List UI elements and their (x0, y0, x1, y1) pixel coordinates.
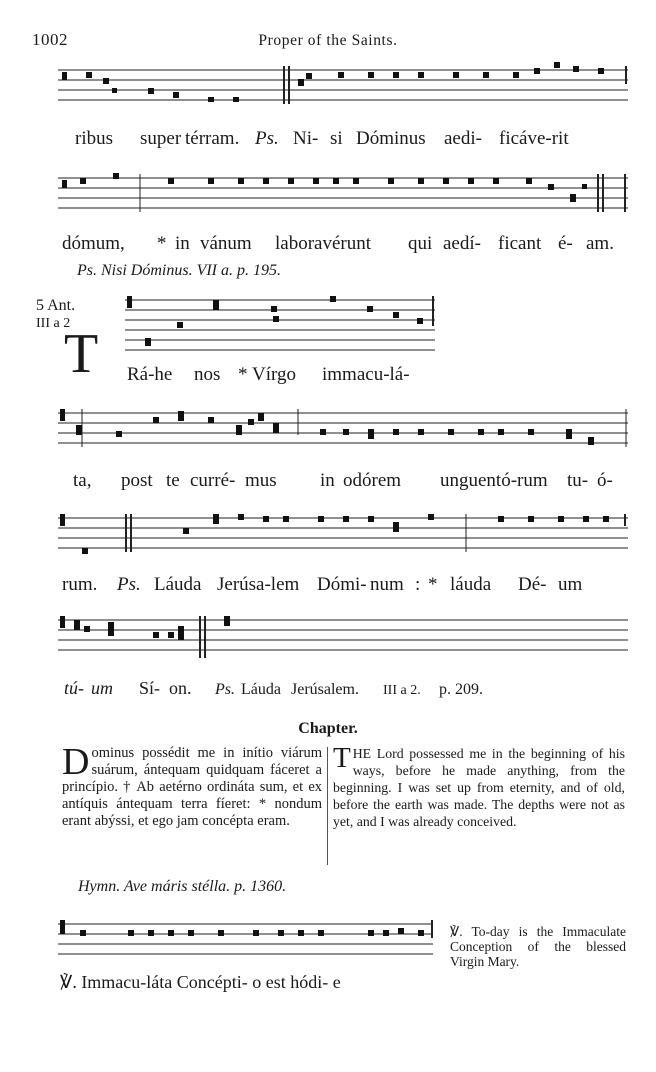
versicle-latin: ℣. Immacu-láta Concépti- o est hódi- e (60, 972, 341, 992)
drop-cap-latin: D (62, 741, 90, 783)
syllable: curré- (190, 470, 236, 491)
syllable: um (558, 574, 583, 595)
syllable: in (175, 233, 190, 254)
syllable: tú- (64, 678, 84, 698)
lyric-line-4 (73, 470, 613, 492)
syllable: tu- (567, 470, 589, 491)
syllable: nos (194, 364, 221, 385)
syllable: immacu-lá- (322, 364, 410, 385)
running-title: Proper of the Saints. (258, 32, 398, 49)
syllable: laboravérunt (275, 233, 372, 254)
syllable: Ps. (255, 128, 279, 149)
chapter-english (333, 742, 625, 830)
syllable: dómum, (62, 233, 125, 254)
page-number: 1002 (32, 30, 68, 49)
syllable: ficáve-rit (499, 128, 569, 149)
syllable: num (370, 574, 404, 595)
syllable: p. 209. (439, 681, 483, 698)
syllable: si (330, 128, 343, 149)
syllable: unguentó-rum (440, 470, 548, 491)
chant-staff-6 (58, 612, 628, 662)
chapter-english-text: HE Lord possessed me in the beginning of his ways, before he made anything, from the beginning. I was set up from eternity, and of old, before the earth was made. The depths were not as yet, and I was already conceived. (333, 746, 625, 829)
syllable: Láuda (154, 574, 202, 595)
syllable: * (238, 364, 248, 385)
column-divider (327, 747, 328, 865)
syllable: Ps. (215, 681, 235, 698)
syllable: odórem (343, 470, 402, 491)
syllable: mus (245, 470, 277, 491)
syllable: ó- (597, 470, 613, 491)
syllable: Dé- (518, 574, 547, 595)
syllable: Ps. (117, 574, 141, 595)
syllable: um (91, 678, 113, 698)
versicle-english: ℣. To-day is the Immaculate Conception of the blessed Virgin Mary. (450, 924, 626, 969)
syllable: * (428, 574, 438, 595)
lyric-line-1 (75, 128, 569, 150)
syllable: * (157, 233, 167, 254)
chant-staff-7 (58, 916, 438, 966)
lyric-line-3 (127, 364, 410, 386)
syllable: te (166, 470, 180, 491)
syllable: vánum (200, 233, 252, 254)
syllable: am. (586, 233, 614, 254)
chant-staff-5 (58, 510, 628, 560)
syllable: Dómi- (317, 574, 367, 595)
syllable: térram. (185, 128, 240, 149)
syllable: Dóminus (356, 128, 426, 149)
syllable: Láuda (241, 681, 281, 698)
syllable: Vírgo (252, 364, 296, 385)
syllable: é- (558, 233, 573, 254)
syllable: super (140, 128, 182, 149)
page-header (0, 30, 656, 52)
drop-cap-initial: T (64, 323, 99, 385)
chapter-latin-text: ominus possédit me in inítio viárum suárum, ántequam quidquam fáceret a princípio. † Ab aetérno ordináta sum, et ex antíquis ántequam terra fíeret: * nondum erant abýssi, et ego jam concépta eram. (62, 745, 322, 829)
syllable: ficant (498, 233, 542, 254)
syllable: on. (169, 678, 192, 698)
syllable: aedi- (444, 128, 482, 149)
syllable: Sí- (139, 678, 161, 698)
lyric-line-5 (62, 574, 582, 596)
syllable: III a 2. (383, 683, 421, 698)
syllable: Jerúsalem. (291, 681, 359, 698)
syllable: : (415, 574, 421, 595)
antiphon-mode: III a 2 (36, 316, 71, 331)
syllable: rum. (62, 574, 98, 595)
syllable: Ni- (293, 128, 319, 149)
chant-staff-3 (125, 292, 445, 352)
chant-staff-1 (58, 62, 628, 112)
psalm-ref-1: Ps. Nisi Dóminus. VII a. p. 195. (77, 262, 281, 279)
chant-staff-2 (58, 170, 628, 220)
syllable: qui (408, 233, 433, 254)
syllable: post (121, 470, 153, 491)
syllable: in (320, 470, 335, 491)
hymn-reference: Hymn. Ave máris stélla. p. 1360. (78, 878, 287, 895)
chapter-heading: Chapter. (298, 720, 358, 737)
syllable: aedí- (443, 233, 481, 254)
antiphon-number: 5 Ant. (36, 297, 76, 314)
drop-cap-english: T (333, 742, 351, 774)
lyric-line-6 (64, 678, 483, 699)
chapter-latin (62, 741, 322, 830)
syllable: ta, (73, 470, 92, 491)
chant-staff-4 (58, 405, 628, 455)
syllable: láuda (450, 574, 492, 595)
syllable: ribus (75, 128, 113, 149)
lyric-line-2 (62, 233, 614, 255)
syllable: Rá-he (127, 364, 173, 385)
syllable: Jerúsa-lem (217, 574, 300, 595)
